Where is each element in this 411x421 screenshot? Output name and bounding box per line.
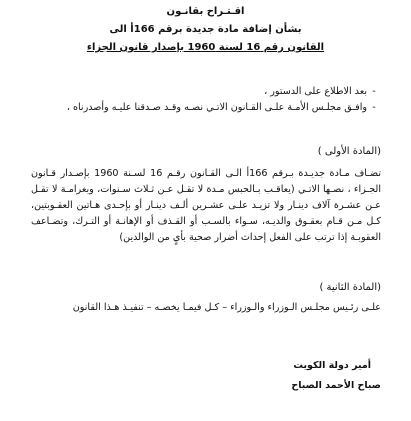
article-1-heading: (المادة الأولى )	[317, 146, 381, 157]
preamble-item-2: - وافـق مجلـس الأمـة علـى القـانون الاتـي نصـه وقـد صـدقنا عليـه وأصدرناه ،	[31, 100, 381, 116]
doc-title: اقـتـراح بقانـون	[166, 6, 245, 17]
signature-title: أمير دولة الكويت	[293, 360, 371, 371]
signature-name: صباح الأحمد الصباح	[291, 380, 381, 391]
article-1-text: تضـاف مـادة جديـدة بـرقم 166أ الـى القـانون رقـم 16 لسـنة 1960 بإصـدار قـانون الجـزاء ، نصـها الاتـي (يعاقـب بـالحبس مـدة لا تقـل عـن ثـلاث سـنوات، وبغرامـة لا تقـل عـن عشـرة آلاف دينـار ولا تزيـد علـى عشـرين ألـف دينـار أو بإحـدى هـاتين العقـوبتين، كـل مـن قـام بعقـوق والديـه، سـواء بالسـب أو القـذف أو الإهانـة أو التـرك، وتضـاعف العقوبـة إذا ترتب على الفعل إحداث أضرار صحية بأيٍ من الوالدين)	[31, 168, 381, 243]
doc-subtitle-law: القانون رقم 16 لسنة 1960 بإصدار قانون الجزاء	[86, 42, 325, 53]
article-2-heading: (المادة الثانية )	[319, 282, 381, 293]
doc-subtitle: بشأن إضافة مادة جديدة برقم 166أ الى	[109, 24, 302, 35]
article-2-text: علـى رئـيس مجلـس الـوزراء والـوزراء – كـل فيمـا يخصـه – تنفيـذ هـذا القانون	[72, 302, 381, 313]
preamble-item-1: - بعد الاطلاع على الدستور ،	[31, 84, 381, 100]
preamble-list	[31, 84, 381, 116]
